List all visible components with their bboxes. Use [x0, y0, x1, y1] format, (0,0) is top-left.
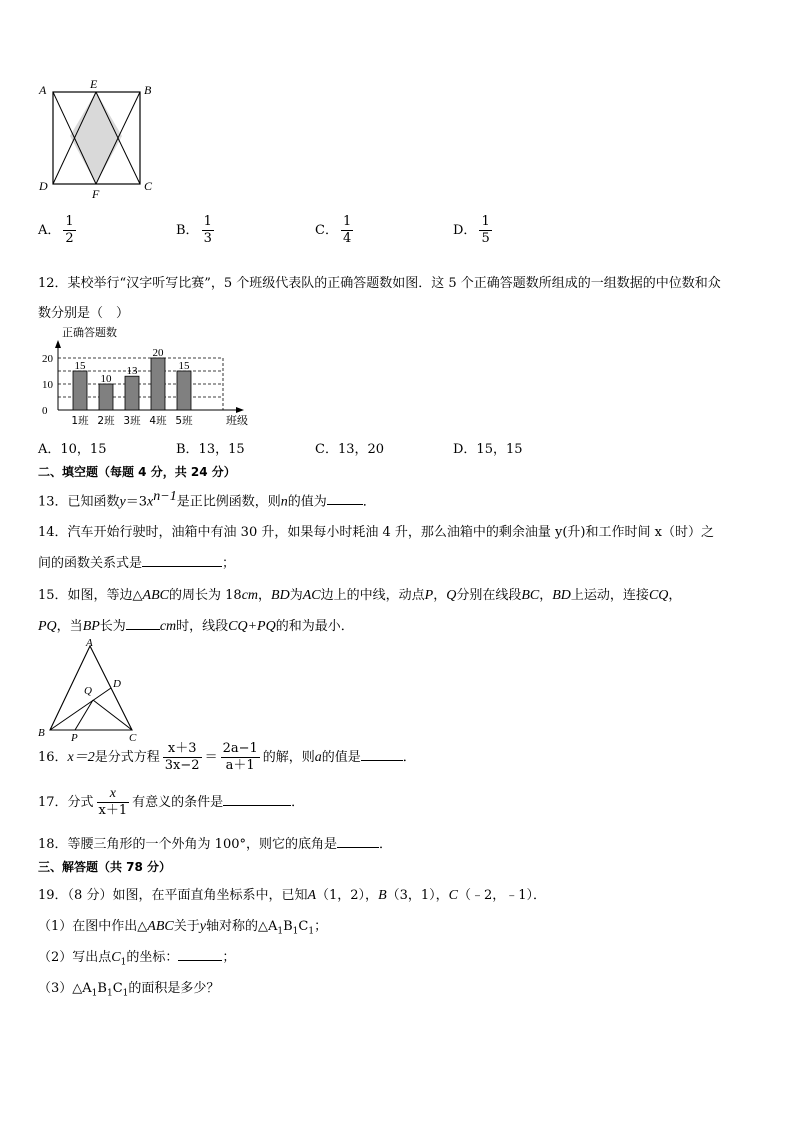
x-axis-label: 班级: [226, 414, 248, 427]
bar-value-label-2: 10: [100, 373, 112, 385]
shaded-rhombus: [70, 92, 122, 184]
x-tick-label-4: 4班: [149, 415, 167, 427]
q12-option-a: A．10，15: [38, 442, 107, 457]
bar-value-label-5: 15: [178, 360, 190, 372]
q12-option-d: D．15，15: [453, 442, 523, 457]
segment-pq: [75, 700, 93, 730]
label-e: E: [90, 78, 98, 91]
label-d: D: [113, 678, 121, 690]
bar-3: [125, 376, 139, 410]
y-tick-label-10: 10: [42, 379, 53, 391]
q19-part2: （2）写出点$C_1$的坐标： ；: [38, 950, 236, 968]
q12-line1: 12．某校举行“汉字听写比赛”，5 个班级代表队的正确答题数如图．这 5 个正确答题数所组成的一组数据的中位数和众: [38, 276, 721, 291]
q12-option-b: B．13，15: [176, 442, 245, 457]
label-b: B: [144, 83, 152, 97]
q12-bar-chart: [36, 324, 256, 428]
label-f: F: [92, 187, 100, 201]
median-bd: [50, 688, 111, 730]
q15-figure: [36, 638, 146, 742]
bar-value-label-1: 15: [74, 360, 86, 372]
x-tick-label-1: 1班: [71, 415, 89, 427]
label-a: A: [39, 83, 47, 97]
label-c: C: [144, 179, 153, 193]
segment-cq: [93, 700, 132, 730]
q19-part1: （1）在图中作出△ABC关于y轴对称的$\triangle A_1B_1C_1$；: [38, 919, 328, 937]
label-p: P: [71, 732, 78, 742]
bar-5: [177, 371, 191, 410]
y-tick-label-20: 20: [42, 353, 53, 365]
q15-line2: PQ，当BP长为 cm时，线段CQ+PQ的和为最小．: [38, 619, 354, 634]
q14-line1: 14．汽车开始行驶时，油箱中有油 30 升，如果每小时耗油 4 升，那么油箱中的剩余油量 y(升)和工作时间 x（时）之: [38, 525, 714, 540]
q17: 17．分式 $\frac{x}{x+1}$ 有意义的条件是 ．: [38, 786, 305, 818]
x-tick-label-5: 5班: [175, 415, 193, 427]
bar-value-label-4: 20: [152, 347, 164, 359]
q11-figure: [36, 78, 160, 202]
q11-option-a: A． $\frac{1}{2}$: [38, 214, 74, 246]
q16: 16．x＝2是分式方程 $\frac{x+3}{3x-2}$ ＝ $\frac{2a-1}{a+1}$ 的解，则a的值是 ．: [38, 741, 416, 773]
bar-2: [99, 384, 113, 410]
q19-part3: $(3)\triangle A_1B_1C_1$的面积是多少？: [38, 981, 220, 999]
q12-line2: 数分别是（ ）: [38, 306, 130, 321]
label-b: B: [38, 727, 45, 739]
q11-option-c: C． $\frac{1}{4}$: [315, 214, 352, 246]
q12-option-c: C．13，20: [315, 442, 385, 457]
label-q: Q: [84, 685, 92, 697]
section3-heading: 三、解答题（共 78 分）: [38, 860, 172, 874]
y-axis-arrow: [55, 340, 61, 348]
bar-4: [151, 358, 165, 410]
y-tick-label-0: 0: [42, 405, 48, 417]
q19-stem: 19．（8 分）如图，在平面直角坐标系中，已知A（1，2），B（3，1），C（﹣2，﹣1）．: [38, 888, 547, 903]
bar-1: [73, 371, 87, 410]
x-tick-label-2: 2班: [97, 415, 115, 427]
q13: 13．已知函数$y=3x^{n-1}$是正比例函数，则n的值为 ．: [38, 489, 376, 510]
q11-option-b: B． $\frac{1}{3}$: [176, 214, 212, 246]
q14-line2: 间的函数关系式是 ；: [38, 556, 236, 571]
x-axis-arrow: [236, 407, 244, 413]
label-a: A: [86, 638, 93, 649]
label-c: C: [129, 732, 137, 742]
x-tick-label-3: 3班: [123, 415, 141, 427]
q15-line1: 15．如图，等边△ABC的周长为 18cm，BD为AC边上的中线，动点P，Q分别在线段BC，BD上运动，连接CQ，: [38, 588, 682, 603]
section2-heading: 二、填空题（每题 4 分，共 24 分）: [38, 465, 236, 479]
q11-option-d: D． $\frac{1}{5}$: [453, 214, 490, 246]
chart-title: 正确答题数: [62, 326, 117, 339]
label-d: D: [39, 179, 48, 193]
q18: 18．等腰三角形的一个外角为 100°，则它的底角是 ．: [38, 837, 393, 852]
bar-value-label-3: 13: [126, 365, 138, 378]
